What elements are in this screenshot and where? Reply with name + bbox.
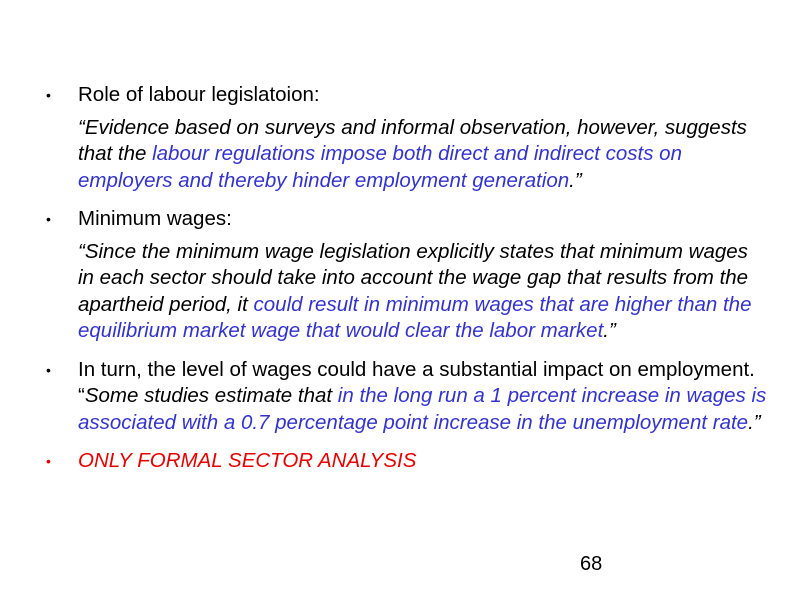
bullet-text: In turn, the level of wages could have a substantial impact on employment. “ (78, 357, 755, 407)
quote-highlight: could result in minimum wages that are higher than the equilibrium market wage that would clear the labor market (78, 292, 752, 342)
bullet-label-red: ONLY FORMAL SECTOR ANALYSIS (78, 449, 417, 472)
quote-end: .” (569, 168, 582, 192)
page-number: 68 (580, 553, 603, 575)
bullet-marker: • (46, 87, 51, 103)
bullet-minimum-wages (0, 206, 768, 233)
bullet-labour-legislation (0, 82, 768, 109)
bullet-text-highlight: in the long run a 1 percent increase in wages is associated with a 0.7 percentage point increase in the unemployment rate (78, 384, 767, 434)
slide-content (0, 82, 800, 475)
bullet-text-italic: Some studies estimate that (84, 384, 338, 407)
bullet-label: Minimum wages: (78, 207, 232, 230)
bullet-marker: • (46, 211, 51, 227)
quote-text: “Since the minimum wage legislation explicitly states that minimum wages in each sector should take into account the wage gap that results from the apartheid period, it (78, 239, 749, 316)
bullet-wage-impact (0, 357, 768, 437)
bullet-label: Role of labour legislatoion: (78, 83, 320, 106)
quote-end: .” (603, 319, 616, 342)
quote-text: “Evidence based on surveys and informal observation, however, suggests that the (78, 115, 747, 165)
bullet-text-end: .” (748, 410, 761, 434)
bullet-formal-sector (0, 448, 768, 475)
quote-labour-regulations (0, 115, 768, 195)
bullet-marker: • (46, 453, 51, 469)
quote-highlight: labour regulations impose both direct and indirect costs on employers and thereby hinder employment generation (78, 142, 682, 192)
quote-minimum-wage (0, 239, 768, 345)
bullet-marker: • (46, 361, 51, 378)
